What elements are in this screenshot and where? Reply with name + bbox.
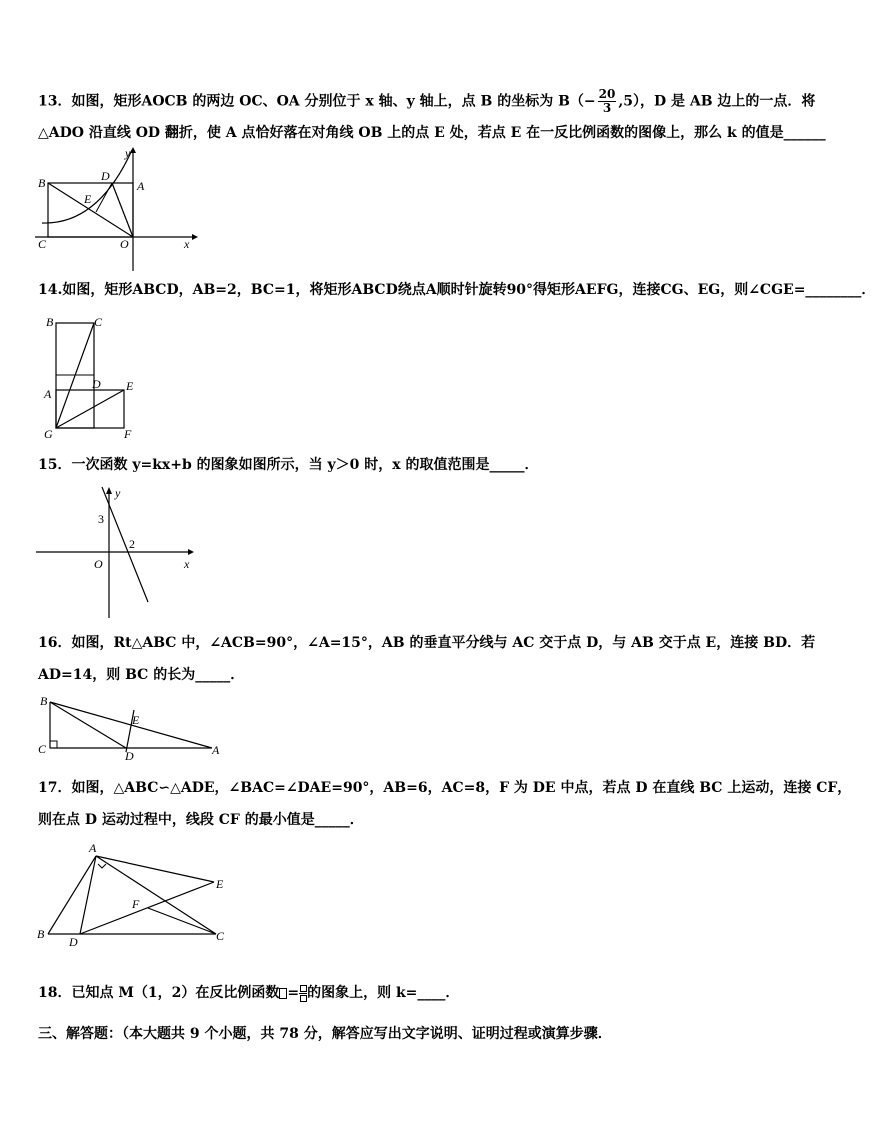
q17-label-B: B bbox=[37, 927, 45, 941]
q18-text-c: 的图象上，则 k=____． bbox=[307, 985, 460, 1001]
q14-label-B: B bbox=[46, 315, 54, 329]
q13-text-a: 13．如图，矩形AOCB 的两边 OC、OA 分别位于 x 轴、y 轴上，点 B 的坐标为 B（− bbox=[38, 93, 596, 110]
q13-label-C: C bbox=[38, 237, 47, 251]
q14-label-A: A bbox=[44, 387, 52, 401]
q13-label-A: A bbox=[137, 179, 145, 193]
q13-label-y: y bbox=[125, 146, 131, 160]
q16-figure bbox=[36, 692, 226, 763]
q13-label-E: E bbox=[84, 192, 92, 206]
q17-figure bbox=[36, 838, 236, 950]
q14-text: 14.如图，矩形ABCD，AB=2，BC=1，将矩形ABCD绕点A顺时针旋转90°得矩形AEFG，连接CG、EG，则∠CGE=________． bbox=[38, 282, 875, 298]
q13-line2: △ADO 沿直线 OD 翻折，使 A 点恰好落在对角线 OB 上的点 E 处，若点 E 在一反比例函数的图像上，那么 k 的值是______ bbox=[38, 125, 826, 141]
q15-label-2: 2 bbox=[129, 537, 135, 551]
q17-line1: 17．如图，△ABC∽△ADE，∠BAC=∠DAE=90°，AB=6，AC=8，F 为 DE 中点，若点 D 在直线 BC 上运动，连接 CF， bbox=[38, 780, 852, 796]
q18-fraction-icon bbox=[299, 984, 307, 1003]
q16-label-E: E bbox=[132, 713, 140, 727]
q15-label-O: O bbox=[94, 557, 103, 571]
q13-fraction: $\frac{20}{3}$ bbox=[598, 87, 616, 115]
q17-label-D: D bbox=[69, 935, 78, 949]
q16-label-A: A bbox=[212, 743, 220, 757]
q13-label-D: D bbox=[101, 169, 110, 183]
q15-figure bbox=[36, 482, 196, 622]
q13-figure bbox=[30, 145, 200, 273]
q15-text: 15．一次函数 y=kx+b 的图象如图所示，当 y＞0 时，x 的取值范围是_____． bbox=[38, 457, 539, 473]
q16-label-D: D bbox=[125, 749, 134, 763]
q16-line2: AD=14，则 BC 的长为_____． bbox=[38, 667, 245, 683]
q13-label-O: O bbox=[120, 237, 129, 251]
q14-label-G: G bbox=[44, 427, 53, 441]
q13-line1 bbox=[38, 88, 815, 115]
q15-label-3: 3 bbox=[98, 512, 104, 526]
q13-text-b: ,5），D 是 AB 边上的一点．将 bbox=[618, 93, 816, 110]
q16-label-C: C bbox=[38, 742, 47, 756]
q18-text bbox=[38, 983, 459, 1003]
q16-line1: 16．如图，Rt△ABC 中，∠ACB=90°，∠A=15°，AB 的垂直平分线与 AC 交于点 D，与 AB 交于点 E，连接 BD．若 bbox=[38, 635, 816, 651]
q13-label-B: B bbox=[38, 176, 46, 190]
q17-label-E: E bbox=[216, 877, 224, 891]
q14-label-D: D bbox=[92, 377, 101, 391]
q17-label-C: C bbox=[216, 929, 225, 943]
q18-equals: = bbox=[287, 985, 300, 1001]
q18-text-a: 18．已知点 M（1，2）在反比例函数 bbox=[38, 985, 280, 1001]
section3-heading: 三、解答题：（本大题共 9 个小题，共 78 分，解答应写出文字说明、证明过程或演算步骤． bbox=[38, 1026, 612, 1042]
q17-label-A: A bbox=[89, 841, 97, 855]
q15-label-y: y bbox=[115, 486, 121, 500]
q14-label-C: C bbox=[94, 315, 103, 329]
q16-label-B: B bbox=[40, 694, 48, 708]
q17-line2: 则在点 D 运动过程中，线段 CF 的最小值是_____． bbox=[38, 812, 364, 828]
q14-figure bbox=[38, 310, 148, 445]
q14-label-F: F bbox=[124, 427, 132, 441]
q17-label-F: F bbox=[132, 897, 140, 911]
q14-label-E: E bbox=[126, 379, 134, 393]
q13-label-x: x bbox=[184, 237, 190, 251]
q15-label-x: x bbox=[184, 557, 190, 571]
